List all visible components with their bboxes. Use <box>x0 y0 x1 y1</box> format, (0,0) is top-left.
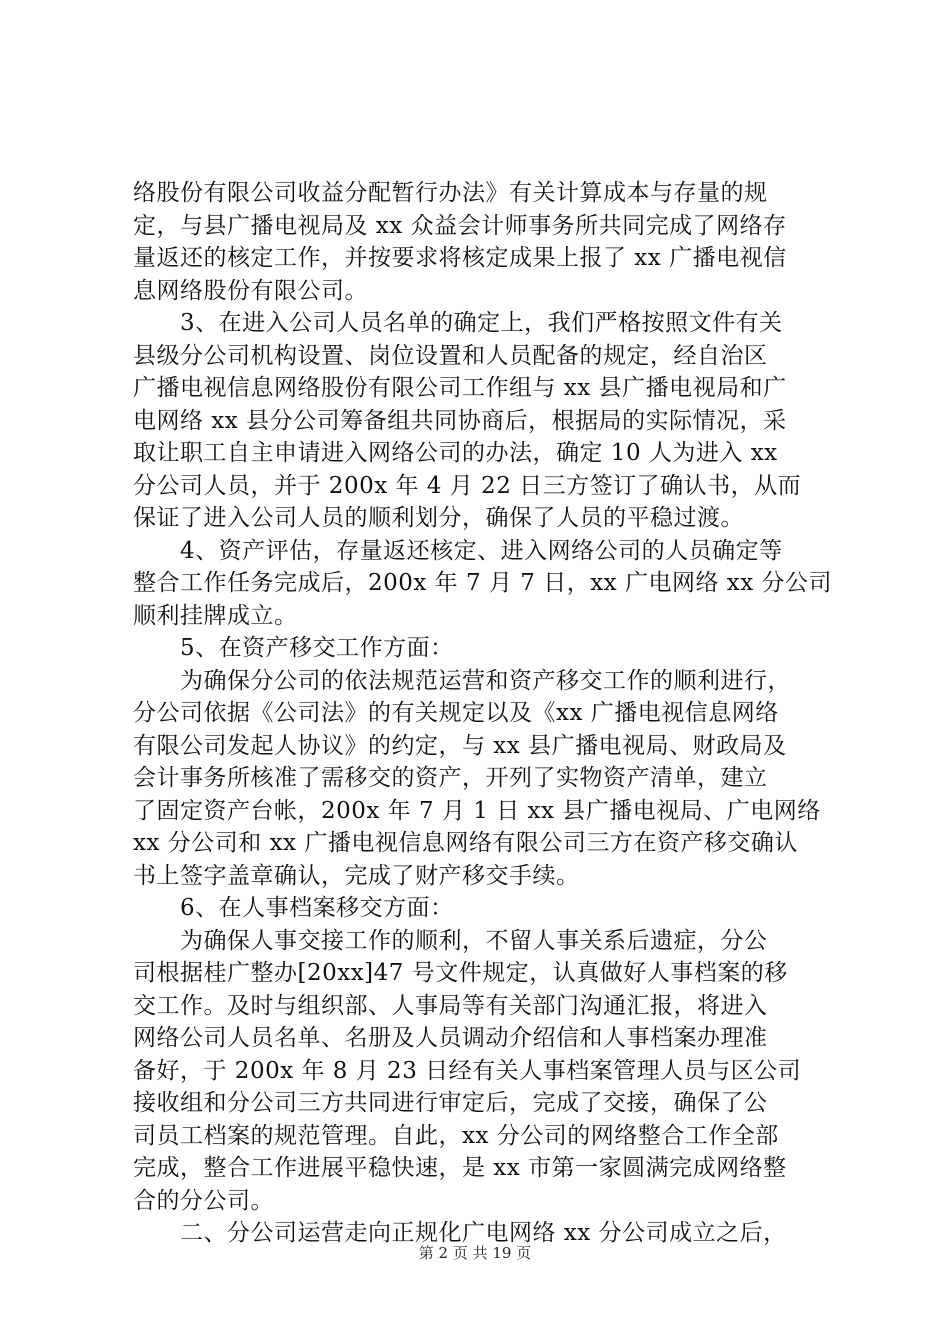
text-line: 交工作。及时与组织部、人事局等有关部门沟通汇报，将进入 <box>133 993 768 1019</box>
text-line: 电网络 xx 县分公司筹备组共同协商后，根据局的实际情况，采 <box>133 408 787 434</box>
text-line: 有限公司发起人协议》的约定，与 xx 县广播电视局、财政局及 <box>133 733 787 759</box>
text-line: 顺利挂牌成立。 <box>133 603 298 629</box>
text-line: 合的分公司。 <box>133 1188 274 1214</box>
text-line: 6、在人事档案移交方面： <box>133 895 454 921</box>
text-line: 司员工档案的规范管理。自此，xx 分公司的网络整合工作全部 <box>133 1123 779 1149</box>
text-line: 保证了进入公司人员的顺利划分，确保了人员的平稳过渡。 <box>133 505 744 531</box>
text-line: 书上签字盖章确认，完成了财产移交手续。 <box>133 863 580 889</box>
text-line: 息网络股份有限公司。 <box>133 278 368 304</box>
text-line: 4、资产评估，存量返还核定、进入网络公司的人员确定等 <box>133 538 783 564</box>
text-line: 会计事务所核准了需移交的资产，开列了实物资产清单，建立 <box>133 765 768 791</box>
text-line: 3、在进入公司人员名单的确定上，我们严格按照文件有关 <box>133 310 783 336</box>
text-line: 定，与县广播电视局及 xx 众益会计师事务所共同完成了网络存 <box>133 213 787 239</box>
text-line: 了固定资产台帐，200x 年 7 月 1 日 xx 县广播电视局、广电网络 <box>133 798 821 824</box>
text-line: 完成，整合工作进展平稳快速，是 xx 市第一家圆满完成网络整 <box>133 1155 787 1181</box>
text-line: 为确保人事交接工作的顺利，不留人事关系后遗症，分公 <box>133 928 768 954</box>
text-line: 为确保分公司的依法规范运营和资产移交工作的顺利进行， <box>133 668 791 694</box>
text-line: 络股份有限公司收益分配暂行办法》有关计算成本与存量的规 <box>133 180 768 206</box>
text-line: 5、在资产移交工作方面： <box>133 635 454 661</box>
text-line: 整合工作任务完成后，200x 年 7 月 7 日，xx 广电网络 xx 分公司 <box>133 570 833 596</box>
text-line: 广播电视信息网络股份有限公司工作组与 xx 县广播电视局和广 <box>133 375 787 401</box>
text-line: xx 分公司和 xx 广播电视信息网络有限公司三方在资产移交确认 <box>133 830 798 856</box>
text-line: 司根据桂广整办[20xx]47 号文件规定，认真做好人事档案的移 <box>133 960 788 986</box>
text-line: 县级分公司机构设置、岗位设置和人员配备的规定，经自治区 <box>133 343 768 369</box>
text-line: 量返还的核定工作，并按要求将核定成果上报了 xx 广播电视信 <box>133 245 787 271</box>
text-line: 取让职工自主申请进入网络公司的办法，确定 10 人为进入 xx <box>133 440 778 466</box>
text-line: 网络公司人员名单、名册及人员调动介绍信和人事档案办理准 <box>133 1025 768 1051</box>
text-line: 二、分公司运营走向正规化广电网络 xx 分公司成立之后， <box>133 1220 787 1246</box>
text-line: 分公司依据《公司法》的有关规定以及《xx 广播电视信息网络 <box>133 700 779 726</box>
text-line: 备好，于 200x 年 8 月 23 日经有关人事档案管理人员与区公司 <box>133 1058 802 1084</box>
page-footer: 第 2 页 共 19 页 <box>418 1244 532 1262</box>
text-line: 接收组和分公司三方共同进行审定后，完成了交接，确保了公 <box>133 1090 768 1116</box>
text-line: 分公司人员，并于 200x 年 4 月 22 日三方签订了确认书，从而 <box>133 473 802 499</box>
